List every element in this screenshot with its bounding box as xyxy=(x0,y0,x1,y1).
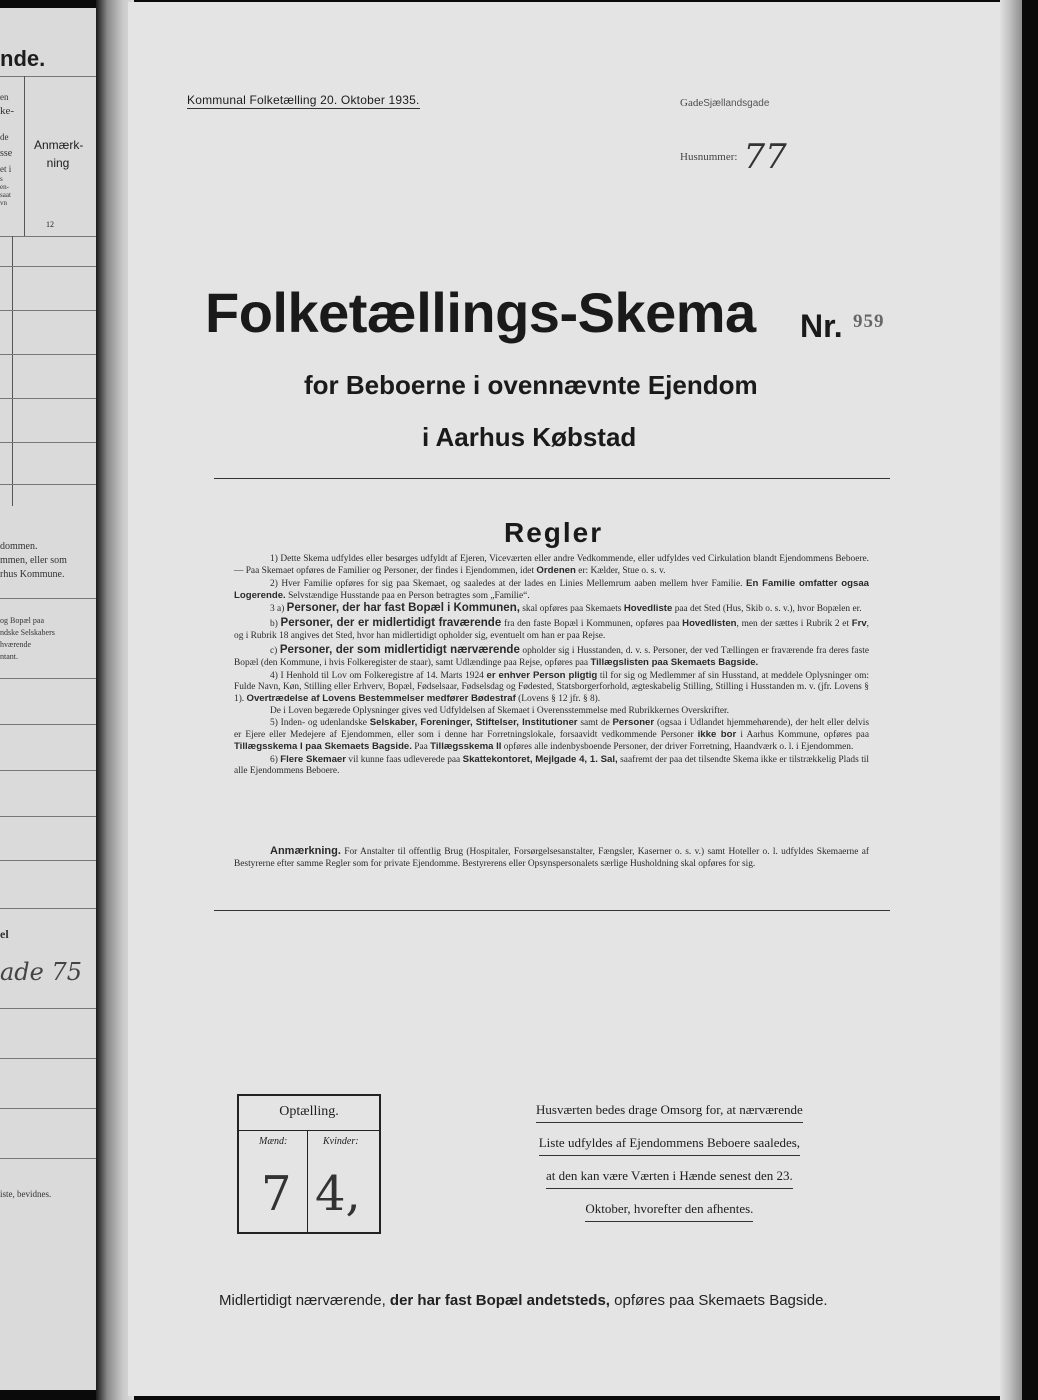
rule-emphasis: Tillægsskema I paa Skemaets Bagside. xyxy=(234,741,412,753)
rule-emphasis: Selskaber, Foreninger, Stiftelser, Institutioner xyxy=(369,716,578,728)
left-page-text: el xyxy=(0,927,9,941)
left-page-text: rhus Kommune. xyxy=(0,569,65,580)
left-col-header xyxy=(34,136,82,172)
rule-text: fra den faste Bopæl i Kommunen, opføres paa xyxy=(501,619,683,630)
rule-4 xyxy=(234,670,869,706)
count-divider xyxy=(239,1130,379,1131)
rule-text: saafremt der paa det tilsendte Skema ikke er tilstrækkelig Plads til alle Ejendommens Beboere. xyxy=(234,754,870,777)
left-page-rule xyxy=(0,1008,98,1009)
house-row xyxy=(680,129,787,177)
rule-4-cont xyxy=(234,706,869,717)
rule-text: skal opføres paa Skemaets xyxy=(519,604,624,615)
left-page-text: hværende xyxy=(0,640,32,649)
rule-emphasis: Hovedlisten xyxy=(682,618,737,630)
rule-6 xyxy=(234,754,869,778)
rule-emphasis: Personer, der som midlertidigt nærværende xyxy=(279,644,520,657)
left-page-rule xyxy=(0,678,98,679)
men-count-handwritten: 7 xyxy=(261,1166,292,1222)
rule-1 xyxy=(234,554,869,578)
left-col-fragment: en xyxy=(0,92,9,102)
rule-text: til for sig og Medlemmer af sin Husstand, at meddele Oplysninger om: Fulde Navn, Køn, Stilling eller Erhverv, Bopæl, Fødselsaar, Fødselsdag og Fødested, Statsborgerforhold, ægteskabelig Stilling, Stilling i Husstanden m. v. (jfr. Lovens § 1). xyxy=(234,670,870,705)
rule-text: i Aarhus Kommune, opføres paa xyxy=(736,730,869,741)
left-col-header-text: Anmærk- ning xyxy=(34,138,84,170)
rule-text: b) xyxy=(270,619,281,630)
left-col-fragment: et i xyxy=(0,164,12,174)
rule-text: De i Loven begærede Oplysninger gives ved Udfyldelsen af Skemaet i Overensstemmelse med Rubrikkernes Overskrifter. xyxy=(270,705,729,716)
left-page-text: mmen, eller som xyxy=(0,555,67,566)
rule-text: 4) I Henhold til Lov om Folkeregistre af 14. Marts 1924 xyxy=(270,670,487,681)
rule-emphasis: Ordenen xyxy=(536,565,576,577)
remark-label: Anmærkning. xyxy=(270,845,341,857)
left-col-fragment: saat xyxy=(0,191,11,199)
street-row xyxy=(680,97,787,109)
rule-text: samt de xyxy=(577,717,613,728)
left-page-rule xyxy=(0,484,98,485)
rule-text: er: Kælder, Stue o. s. v. xyxy=(575,566,666,577)
rule-emphasis: Skattekontoret, Mejlgade 4, 1. Sal, xyxy=(462,753,618,765)
rule-text: vil kunne faas udleverede paa xyxy=(345,754,463,765)
rule-emphasis: Frv xyxy=(851,618,867,630)
form-title: Folketællings-Skema xyxy=(205,281,756,344)
left-col-number: 12 xyxy=(46,220,54,229)
left-page-fragment xyxy=(0,8,98,1390)
divider xyxy=(214,910,890,911)
rule-text: 2) Hver Familie opføres for sig paa Skemaet, og saaledes at der lades en Linies Mellemrum aaben mellem hver Familie. xyxy=(270,578,747,589)
left-page-handwriting: ade 75 xyxy=(0,958,83,986)
left-page-text: ntant. xyxy=(0,652,18,661)
women-label: Kvinder: xyxy=(323,1136,359,1147)
left-col-fragment: ke- xyxy=(0,105,15,117)
rule-emphasis: ikke bor xyxy=(697,729,737,741)
rule-text: c) xyxy=(270,646,280,657)
footer-note xyxy=(219,1292,828,1309)
scan-border xyxy=(1022,0,1038,1400)
landlord-line: Husværten bedes drage Omsorg for, at nærværende xyxy=(536,1098,803,1123)
left-page-rule xyxy=(0,770,98,771)
rule-emphasis: Personer, der har fast Bopæl i Kommunen, xyxy=(286,602,520,615)
footer-emphasis: der har fast Bopæl andetsteds, xyxy=(389,1292,610,1309)
address-block xyxy=(680,97,787,177)
left-page-rule xyxy=(0,598,98,599)
men-label: Mænd: xyxy=(259,1136,288,1147)
left-page-rule xyxy=(0,398,98,399)
left-col-fragment: vn xyxy=(0,199,7,207)
rule-text: 3 a) xyxy=(270,604,287,615)
rule-3c xyxy=(234,644,869,670)
rule-text: , og i Rubrik 18 angives det Sted, hvor han midlertidigt opholder sig, eventuelt om han er paa Rejse. xyxy=(234,619,870,641)
left-page-rule xyxy=(0,724,98,725)
left-page-text: dommen. xyxy=(0,541,38,552)
rule-emphasis: En Familie omfatter ogsaa Logerende. xyxy=(234,577,870,601)
rule-text: , men der sættes i Rubrik 2 et xyxy=(736,619,852,630)
left-col-fragment: s xyxy=(0,175,3,183)
left-page-text: ndske Selskabers xyxy=(0,628,55,637)
left-page-column-line xyxy=(12,236,13,506)
rule-text: 5) Inden- og udenlandske xyxy=(270,717,370,728)
landlord-line: Liste udfyldes af Ejendommens Beboere saaledes, xyxy=(539,1131,800,1156)
divider xyxy=(214,478,890,479)
street-label: Gade xyxy=(680,97,704,109)
landlord-line: Oktober, hvorefter den afhentes. xyxy=(585,1197,753,1222)
rule-text: Selvstændige Husstande paa en Person betragtes som „Familie“. xyxy=(285,590,530,601)
left-page-rule xyxy=(0,1108,98,1109)
remark-block xyxy=(234,845,869,870)
left-page-rule xyxy=(0,1058,98,1059)
page-edge xyxy=(1000,0,1022,1400)
left-page-rule xyxy=(0,908,98,909)
left-page-column-line xyxy=(24,76,25,236)
rule-emphasis: Personer xyxy=(612,716,655,728)
house-label: Husnummer: xyxy=(680,151,738,163)
rule-text: paa det Sted (Hus, Skib o. s. v.), hvor Bopælen er. xyxy=(672,604,862,615)
rules-heading: Regler xyxy=(504,517,604,548)
census-header: Kommunal Folketælling 20. Oktober 1935. xyxy=(187,93,420,107)
footer-text: Midlertidigt nærværende, xyxy=(219,1292,390,1309)
left-page-rule xyxy=(0,816,98,817)
rule-3a xyxy=(234,602,869,615)
left-page-rule xyxy=(0,354,98,355)
left-page-title: nde. xyxy=(0,46,46,71)
rule-emphasis: Hovedliste xyxy=(623,603,673,615)
count-title: Optælling. xyxy=(279,1104,339,1119)
footer-text: opføres paa Skemaets Bagside. xyxy=(609,1292,828,1309)
rule-emphasis: Tillægsskema II xyxy=(430,741,502,753)
count-divider xyxy=(307,1130,308,1232)
form-number-stamp: 959 xyxy=(853,311,885,332)
street-value: Sjællandsgade xyxy=(703,98,770,109)
left-page-rule xyxy=(0,442,98,443)
remark-text: For Anstalter til offentlig Brug (Hospitaler, Forsørgelsesanstalter, Fængsler, Kaserner o. s. v.) samt Hoteller o. l. udfyldes Skemaerne af Bestyrerne efter samme Regler som for private Ejendomme. Bestyrerens eller Opsynspersonalets særlige Husholdning skal opføres for sig. xyxy=(234,847,869,869)
form-number-label: Nr. xyxy=(800,308,843,344)
rule-text: opholder sig i Husstanden, d. v. s. Personer, der ved Tællingen er fraværende fra deres faste Bopæl (den Kommune, i hvis Folkeregister de staar), samt Udlændinge paa Rejse, opføres paa xyxy=(234,646,869,669)
left-page-rule xyxy=(0,1158,98,1159)
rule-text: (Lovens § 12 jfr. § 8). xyxy=(515,694,601,705)
left-col-fragment: en- xyxy=(0,183,9,191)
rule-text: 6) xyxy=(270,754,281,765)
form-location: i Aarhus Købstad xyxy=(422,422,637,452)
rule-3b xyxy=(234,617,869,642)
rule-emphasis: Personer, der er midlertidigt fraværende xyxy=(280,617,502,630)
count-box xyxy=(237,1094,381,1234)
rule-text: (ogsaa i Udlandet hjemmehørende), der helt eller delvis er Ejere eller Medejere af Ejendommen, eller som i denne har Forretningslokale, forsaavidt vedkommende Personer xyxy=(234,717,870,741)
rule-emphasis: Overtrædelse af Lovens Bestemmelser medfører Bødestraf xyxy=(246,693,516,705)
left-page-rule xyxy=(0,860,98,861)
left-col-fragment: de xyxy=(0,132,9,142)
left-page-rule xyxy=(0,310,98,311)
women-count-handwritten: 4, xyxy=(315,1166,361,1222)
rule-text: Paa xyxy=(411,742,431,753)
rule-text: 1) Dette Skema udfyldes eller besørges udfyldt af Ejeren, Viceværten eller andre Vedkommende, eller udfyldes ved Cirkulation blandt Ejendommens Beboere. — Paa Skemaet opføres de Familier og Personer, der findes i Ejendommen, idet xyxy=(234,554,869,577)
remark xyxy=(234,845,869,870)
rule-emphasis: Tillægslisten paa Skemaets Bagside. xyxy=(590,657,759,669)
rule-5 xyxy=(234,717,869,754)
rule-2 xyxy=(234,578,869,603)
rule-emphasis: Flere Skemaer xyxy=(280,753,346,765)
left-page-rule xyxy=(0,76,98,77)
left-page-rule xyxy=(0,266,98,267)
rule-emphasis: er enhver Person pligtig xyxy=(486,669,598,681)
left-page-text: iste, bevidnes. xyxy=(0,1189,52,1199)
left-page-rule xyxy=(0,236,98,237)
left-page-text: og Bopæl paa xyxy=(0,616,44,625)
rules-text xyxy=(234,554,869,777)
rule-text: opføres alle indenbysboende Personer, der driver Forretning, Haandværk o. l. i Ejendommen. xyxy=(501,742,854,753)
left-col-fragment: sse xyxy=(0,148,13,159)
landlord-instruction xyxy=(536,1098,803,1230)
landlord-line: at den kan være Værten i Hænde senest den 23. xyxy=(546,1164,793,1189)
house-number-handwritten: 77 xyxy=(743,137,787,177)
form-subtitle: for Beboerne i ovennævnte Ejendom xyxy=(304,370,758,400)
